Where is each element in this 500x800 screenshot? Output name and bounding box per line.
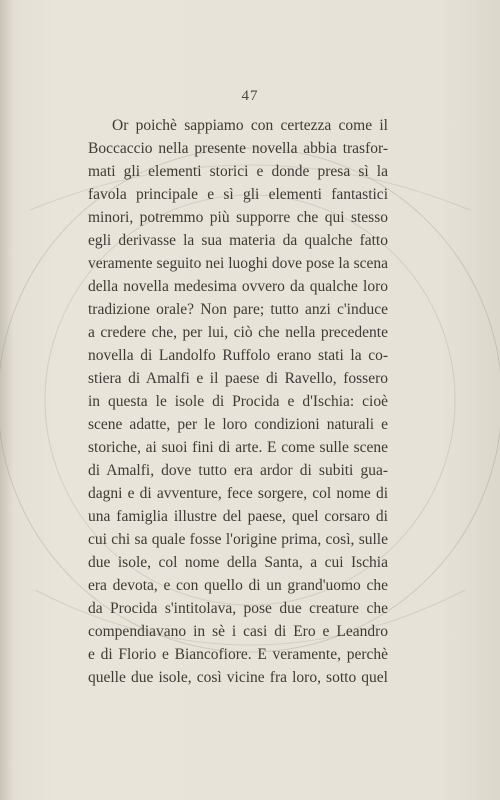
text-line: scene adatte, per le loro condizioni naturali e — [88, 416, 388, 433]
text-line: Or poichè sappiamo con certezza come il — [112, 117, 388, 134]
text-line: di Amalfi, dove tutto era ardor di subiti gua- — [88, 462, 388, 479]
text-line: era devota, e con quello di un grand'uomo che — [88, 577, 388, 594]
text-line: favola principale e sì gli elementi fantastici — [88, 186, 388, 203]
text-line: una famiglia illustre del paese, quel corsaro di — [88, 508, 388, 525]
text-line: quelle due isole, così vicine fra loro, sotto quel — [88, 669, 388, 686]
text-line: della novella medesima ovvero da qualche loro — [88, 278, 388, 295]
text-line: a credere che, per lui, ciò che nella precedente — [88, 324, 388, 341]
text-line: stiera di Amalfi e il paese di Ravello, fossero — [88, 370, 388, 387]
text-line: compendiavano in sè i casi di Ero e Leandro — [88, 623, 388, 640]
text-line: Boccaccio nella presente novella abbia trasfor- — [88, 140, 388, 157]
text-line: in questa le isole di Procida e d'Ischia: cioè — [88, 393, 388, 410]
text-line: tradizione orale? Non pare; tutto anzi c'induce — [88, 301, 388, 318]
text-line: due isole, col nome della Santa, a cui Ischia — [88, 554, 388, 571]
text-line: minori, potremmo più supporre che qui stesso — [88, 209, 388, 226]
text-line: cui chi sa quale fosse l'origine prima, così, sulle — [88, 531, 388, 548]
text-line: da Procida s'intitolava, pose due creature che — [88, 600, 388, 617]
text-line: storiche, ai suoi fini di arte. E come sulle scene — [88, 439, 388, 456]
text-line: veramente seguito nei luoghi dove pose la scena — [88, 255, 388, 272]
text-line: dagni e di avventure, fece sorgere, col nome di — [88, 485, 388, 502]
text-line: novella di Landolfo Ruffolo erano stati la co- — [88, 347, 388, 364]
text-line: egli derivasse la sua materia da qualche fatto — [88, 232, 388, 249]
text-line: mati gli elementi storici e donde presa sì la — [88, 163, 388, 180]
text-line: e di Florio e Biancofiore. E veramente, perchè — [88, 646, 388, 663]
body-text — [88, 114, 388, 689]
page-number: 47 — [241, 88, 259, 104]
